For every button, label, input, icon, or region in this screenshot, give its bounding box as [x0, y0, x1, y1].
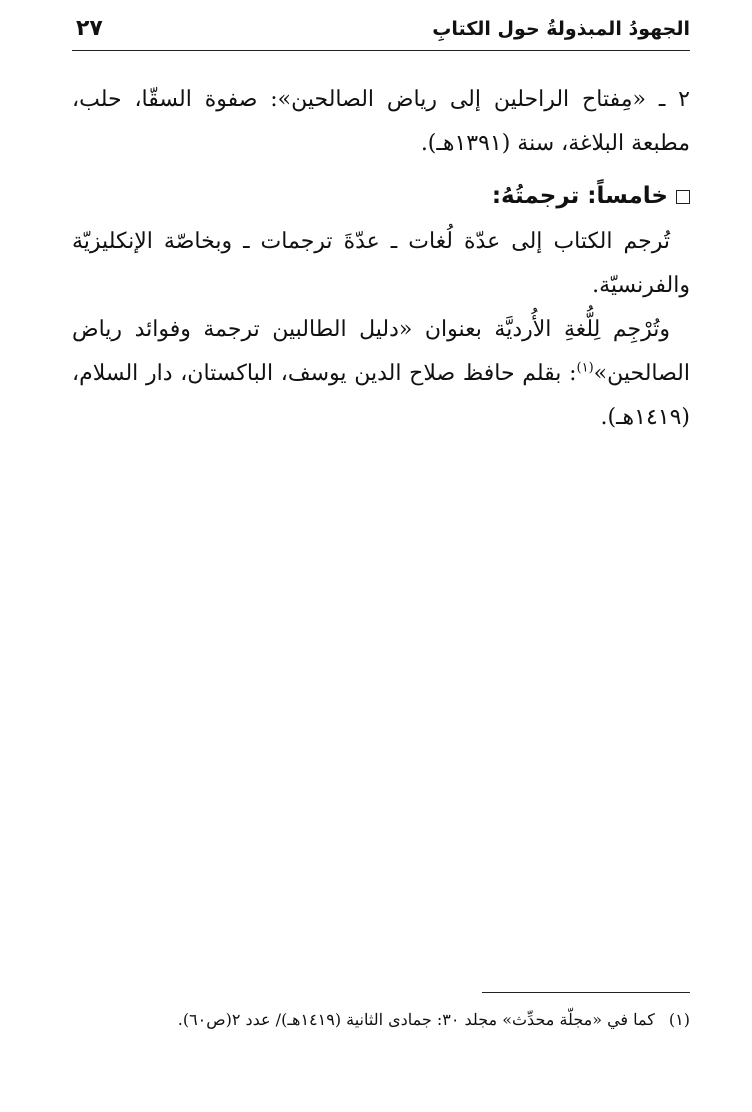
main-text [72, 78, 690, 440]
page-number: ٢٧ [76, 16, 103, 41]
item-text: «مِفتاح الراحلين إلى رياض الصالحين»: صفوة السقّا، حلب، مطبعة البلاغة، سنة (١٣٩١هـ). [72, 87, 690, 156]
item-number: ٢ ـ [658, 87, 690, 112]
running-title: الجهودُ المبذولةُ حول الكتابِ [432, 18, 690, 40]
list-item-2 [72, 78, 690, 166]
paragraph-urdu-translation [72, 308, 690, 440]
footnote-divider [482, 992, 690, 993]
paragraph-text-a: وتُرْجِم لِلُّغةِ الأُرديَّة بعنوان «دليل الطالبين ترجمة وفوائد رياض الصالحين» [72, 317, 690, 386]
footnote [72, 1006, 690, 1034]
paragraph-translations: تُرجم الكتاب إلى عدّة لُغات ـ عدّةَ ترجمات ـ وبخاصّة الإنكليزيّة والفرنسيّة. [72, 229, 690, 298]
paragraph-text-b: : بقلم حافظ صلاح الدين يوسف، الباكستان، دار السلام، (١٤١٩هـ). [72, 361, 690, 430]
section-heading [72, 174, 690, 218]
footnote-reference[interactable]: (١) [576, 360, 594, 376]
footnote-text: كما في «مجلّة محدِّث» مجلد ٣٠: جمادى الثانية (١٤١٩هـ)/ عدد ٢(ص٦٠). [177, 1010, 655, 1029]
section-heading-text: خامساً: ترجمتُهُ: [491, 183, 668, 209]
footnote-marker: (١) [668, 1010, 690, 1029]
page-header [72, 14, 690, 51]
square-bullet-icon [676, 190, 690, 204]
